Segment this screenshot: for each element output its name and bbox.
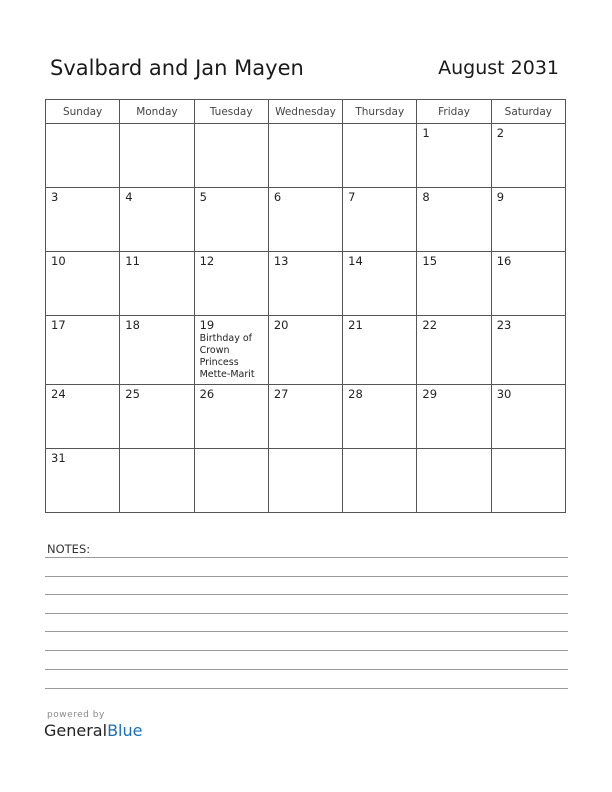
day-number: 28 bbox=[348, 387, 363, 401]
day-cell bbox=[194, 449, 268, 513]
day-number: 20 bbox=[273, 318, 289, 332]
note-line bbox=[45, 613, 568, 614]
day-cell bbox=[491, 316, 565, 385]
week-row bbox=[46, 252, 566, 316]
week-row bbox=[46, 124, 566, 188]
day-cell bbox=[491, 252, 565, 316]
holiday-label: Birthday of Crown Princess Mette-Marit bbox=[199, 333, 255, 380]
day-number: 7 bbox=[348, 190, 356, 204]
day-number: 15 bbox=[422, 254, 438, 268]
day-cell bbox=[343, 385, 417, 449]
day-cell bbox=[46, 188, 120, 252]
powered-by-text: powered by bbox=[47, 710, 105, 720]
day-number: 31 bbox=[51, 451, 66, 465]
day-cell bbox=[417, 124, 491, 188]
day-number: 12 bbox=[199, 254, 215, 268]
day-cell bbox=[268, 252, 342, 316]
notes-label: NOTES: bbox=[47, 542, 91, 556]
day-number: 24 bbox=[51, 387, 66, 401]
day-number: 17 bbox=[51, 318, 66, 332]
day-cell bbox=[120, 385, 194, 449]
day-number: 8 bbox=[422, 190, 430, 204]
day-number: 6 bbox=[273, 190, 282, 204]
day-number: 5 bbox=[199, 190, 207, 204]
day-cell bbox=[46, 449, 120, 513]
day-cell bbox=[120, 252, 194, 316]
day-cell bbox=[417, 449, 491, 513]
calendar-grid bbox=[45, 99, 566, 513]
day-number: 14 bbox=[348, 254, 363, 268]
day-number: 2 bbox=[496, 126, 505, 140]
day-cell bbox=[268, 449, 342, 513]
day-number: 10 bbox=[51, 254, 66, 268]
note-line bbox=[45, 669, 568, 670]
day-cell bbox=[491, 124, 565, 188]
note-line bbox=[45, 688, 568, 689]
weekday-header: Saturday bbox=[491, 100, 565, 124]
week-row bbox=[46, 385, 566, 449]
day-number: 22 bbox=[422, 318, 438, 332]
week-row bbox=[46, 188, 566, 252]
day-cell bbox=[120, 188, 194, 252]
week-row bbox=[46, 316, 566, 385]
day-cell bbox=[46, 252, 120, 316]
day-cell bbox=[120, 124, 194, 188]
day-cell bbox=[46, 124, 120, 188]
day-number: 16 bbox=[496, 254, 512, 268]
day-number: 30 bbox=[496, 387, 512, 401]
note-line bbox=[45, 594, 568, 595]
brand-logo bbox=[44, 721, 142, 740]
day-cell bbox=[343, 124, 417, 188]
day-cell bbox=[194, 124, 268, 188]
day-cell bbox=[343, 316, 417, 385]
day-cell bbox=[120, 316, 194, 385]
weekday-header: Sunday bbox=[46, 100, 120, 124]
day-number: 19 bbox=[199, 318, 215, 332]
note-line bbox=[45, 650, 568, 651]
day-number: 29 bbox=[422, 387, 438, 401]
day-cell bbox=[268, 385, 342, 449]
month-title: August 2031 bbox=[438, 57, 559, 79]
day-number: 27 bbox=[273, 387, 289, 401]
day-number: 25 bbox=[125, 387, 140, 401]
day-cell bbox=[46, 385, 120, 449]
note-line bbox=[45, 576, 568, 577]
week-row bbox=[46, 449, 566, 513]
note-line bbox=[45, 557, 568, 558]
day-number: 11 bbox=[125, 254, 140, 268]
day-number: 1 bbox=[422, 126, 430, 140]
note-line bbox=[45, 631, 568, 632]
day-cell bbox=[491, 449, 565, 513]
day-cell bbox=[491, 188, 565, 252]
weekday-header: Friday bbox=[417, 100, 491, 124]
day-cell bbox=[417, 385, 491, 449]
day-number: 4 bbox=[125, 190, 133, 204]
weekday-header: Thursday bbox=[343, 100, 417, 124]
day-number: 3 bbox=[51, 190, 59, 204]
day-number: 18 bbox=[125, 318, 140, 332]
country-title: Svalbard and Jan Mayen bbox=[50, 56, 304, 80]
weekday-header-row bbox=[46, 100, 566, 124]
day-cell bbox=[268, 316, 342, 385]
day-cell bbox=[194, 188, 268, 252]
day-cell bbox=[417, 252, 491, 316]
day-cell bbox=[343, 252, 417, 316]
day-cell bbox=[120, 449, 194, 513]
day-number: 9 bbox=[496, 190, 505, 204]
day-cell bbox=[343, 449, 417, 513]
day-number: 21 bbox=[348, 318, 363, 332]
weekday-header: Wednesday bbox=[268, 100, 342, 124]
day-cell bbox=[268, 124, 342, 188]
brand-general: General bbox=[44, 721, 108, 740]
day-cell bbox=[417, 316, 491, 385]
day-cell bbox=[417, 188, 491, 252]
day-cell bbox=[46, 316, 120, 385]
day-number: 23 bbox=[496, 318, 512, 332]
day-cell bbox=[194, 385, 268, 449]
day-cell bbox=[491, 385, 565, 449]
day-cell bbox=[343, 188, 417, 252]
day-cell bbox=[268, 188, 342, 252]
day-cell bbox=[194, 316, 268, 385]
weekday-header: Monday bbox=[120, 100, 194, 124]
day-number: 13 bbox=[273, 254, 289, 268]
day-cell bbox=[194, 252, 268, 316]
brand-blue: Blue bbox=[107, 721, 143, 740]
weekday-header: Tuesday bbox=[194, 100, 268, 124]
day-number: 26 bbox=[199, 387, 215, 401]
